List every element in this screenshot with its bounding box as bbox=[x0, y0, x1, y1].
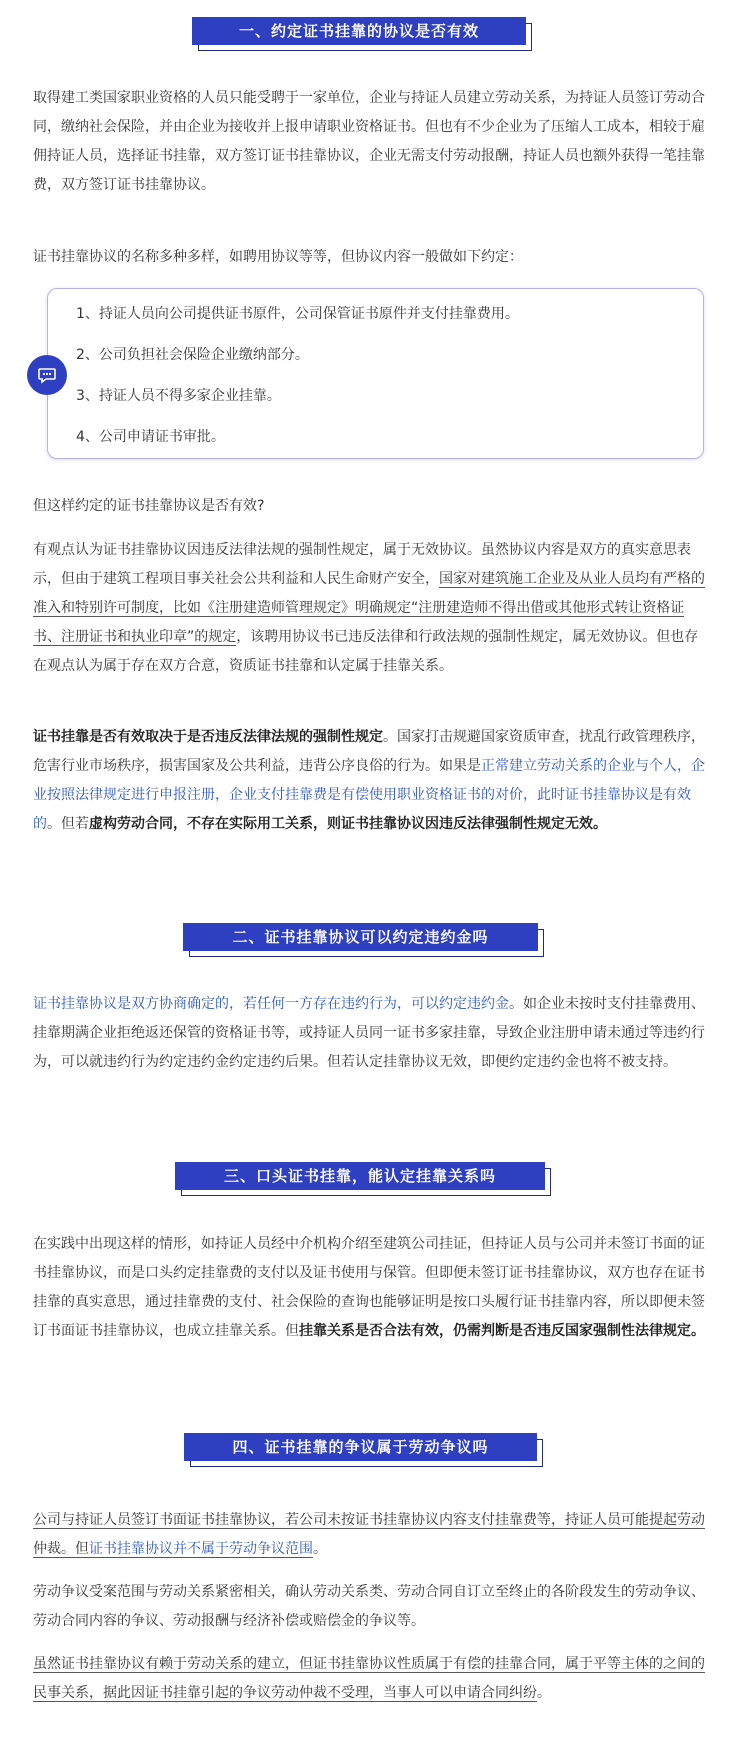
bold-text: 证书挂靠是否有效取决于是否违反法律法规的强制性规定 bbox=[33, 729, 383, 745]
underlined-text: 国家对建筑施工企业及从业人员均有严格的准入和特别许可制度，比如《注册建造师管理规定》明确规定“注册建造师不得出借或其他形式转让资格证书、注册证书和执业印章”的规定 bbox=[33, 571, 705, 645]
text-run: 。国家打击规避国家资质审查，扰乱行政管理秩序，危害行业市场秩序，损害国家及公共利益，违背公序良俗的行为。如果是 bbox=[33, 729, 705, 774]
paragraph bbox=[33, 1650, 705, 1708]
bold-text: 挂靠关系是否合法有效，仍需判断是否违反国家强制性法律规定。 bbox=[299, 1323, 705, 1339]
list-item: 1、持证人员向公司提供证书原件，公司保管证书原件并支付挂靠费用。 bbox=[76, 306, 519, 322]
text-run: 。 bbox=[313, 1541, 327, 1557]
quote-box bbox=[47, 288, 704, 459]
text-run: ，该聘用协议书已违反法律和行政法规的强制性规定，属无效协议。但也存在观点认为属于存在双方合意，资质证书挂靠和认定属于挂靠关系。 bbox=[33, 629, 699, 674]
highlighted-text: 证书挂靠协议并不属于劳动争议范围 bbox=[89, 1541, 313, 1557]
section-title-text: 四、证书挂靠的争议属于劳动争议吗 bbox=[184, 1433, 537, 1461]
text-run: 。 bbox=[537, 1685, 551, 1701]
section-title-2 bbox=[183, 923, 538, 951]
paragraph bbox=[33, 536, 705, 681]
bold-text: 虚构劳动合同，不存在实际用工关系，则证书挂靠协议因违反法律强制性规定无效。 bbox=[89, 816, 607, 832]
paragraph bbox=[33, 990, 705, 1077]
paragraph bbox=[33, 723, 705, 839]
section-title-text: 一、约定证书挂靠的协议是否有效 bbox=[192, 17, 526, 45]
underlined-text: 公司与持证人员签订书面证书挂靠协议，若公司未按证书挂靠协议内容支付挂靠费等，持证人员可能提起劳动仲裁。但 bbox=[33, 1512, 705, 1557]
highlighted-text: 证书挂靠协议是双方协商确定的，若任何一方存在违约行为，可以约定违约金 bbox=[33, 996, 509, 1012]
text-run: 有观点认为证书挂靠协议因违反法律法规的强制性规定，属于无效协议。虽然协议内容是双方的真实意思表示，但由于建筑工程项目事关社会公共利益和人民生命财产安全， bbox=[33, 542, 691, 587]
list-item: 4、公司申请证书审批。 bbox=[76, 429, 225, 445]
paragraph: 劳动争议受案范围与劳动关系紧密相关，确认劳动关系类、劳动合同自订立至终止的各阶段发生的劳动争议、劳动合同内容的争议、劳动报酬与经济补偿或赔偿金的争议等。 bbox=[33, 1584, 705, 1629]
highlighted-text: 正常建立劳动关系的企业与个人，企业按照法律规定进行申报注册，企业支付挂靠费是有偿使用职业资格证书的对价，此时证书挂靠协议是有效的 bbox=[33, 758, 705, 832]
paragraph: 证书挂靠协议的名称多种多样，如聘用协议等等，但协议内容一般做如下约定： bbox=[33, 249, 523, 265]
paragraph: 取得建工类国家职业资格的人员只能受聘于一家单位，企业与持证人员建立劳动关系，为持证人员签订劳动合同，缴纳社会保险，并由企业为接收并上报申请职业资格证书。但也有不少企业为了压缩人工成本，相较于雇佣持证人员，选择证书挂靠，双方签订证书挂靠协议，企业无需支付劳动报酬，持证人员也额外获得一笔挂靠费，双方签订证书挂靠协议。 bbox=[33, 90, 705, 193]
list-item: 3、持证人员不得多家企业挂靠。 bbox=[76, 388, 281, 404]
text-run: 。但若 bbox=[47, 816, 89, 832]
underlined-text: 虽然证书挂靠协议有赖于劳动关系的建立，但证书挂靠协议性质属于有偿的挂靠合同，属于平等主体的之间的民事关系，据此因证书挂靠引起的争议劳动仲裁不受理，当事人可以申请合同纠纷 bbox=[33, 1656, 705, 1701]
text-run: 。如企业未按时支付挂靠费用、挂靠期满企业拒绝返还保管的资格证书等，或持证人员同一证书多家挂靠，导致企业注册申请未通过等违约行为，可以就违约行为约定违约金约定违约后果。但若认定挂靠协议无效，即便约定违约金也将不被支持。 bbox=[33, 996, 705, 1070]
paragraph bbox=[33, 1506, 705, 1564]
section-title-4 bbox=[184, 1433, 537, 1461]
section-title-1 bbox=[192, 17, 526, 45]
paragraph: 但这样约定的证书挂靠协议是否有效? bbox=[33, 498, 265, 514]
section-title-text: 二、证书挂靠协议可以约定违约金吗 bbox=[183, 923, 538, 951]
chat-bubble-icon bbox=[27, 355, 67, 395]
section-title-3 bbox=[175, 1162, 545, 1190]
list-item: 2、公司负担社会保险企业缴纳部分。 bbox=[76, 347, 309, 363]
section-title-text: 三、口头证书挂靠，能认定挂靠关系吗 bbox=[175, 1162, 545, 1190]
text-run: 在实践中出现这样的情形，如持证人员经中介机构介绍至建筑公司挂证，但持证人员与公司并未签订书面的证书挂靠协议，而是口头约定挂靠费的支付以及证书使用与保管。但即便未签订证书挂靠协议，双方也存在证书挂靠的真实意思，通过挂靠费的支付、社会保险的查询也能够证明是按口头履行证书挂靠内容，所以即便未签订书面证书挂靠协议，也成立挂靠关系。但 bbox=[33, 1236, 705, 1339]
paragraph bbox=[33, 1230, 705, 1346]
